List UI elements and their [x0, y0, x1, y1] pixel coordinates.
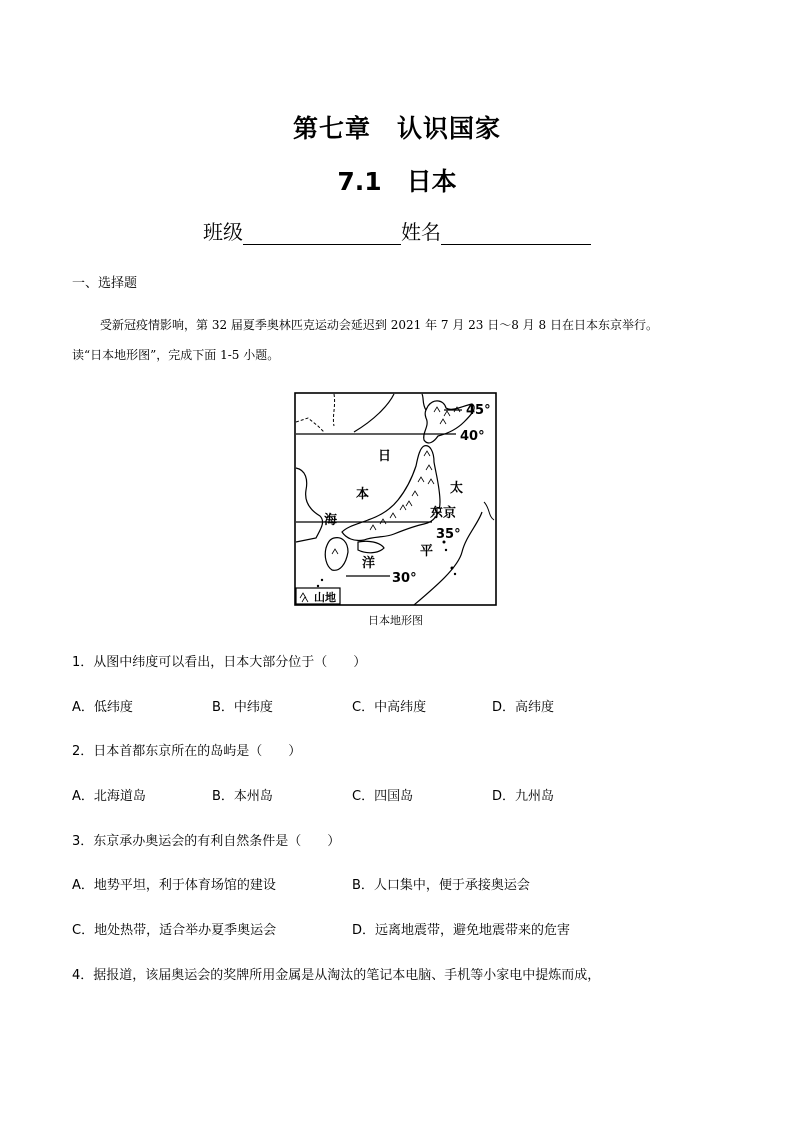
q3-option-c[interactable]: C．地处热带，适合举办夏季奥运会 — [72, 923, 277, 938]
q1-option-b[interactable]: B．中纬度 — [212, 700, 273, 715]
class-blank[interactable] — [243, 224, 401, 245]
sea-label-ben: 本 — [356, 487, 370, 502]
question-2-stem: 2．日本首都东京所在的岛屿是（ ） — [72, 744, 302, 759]
section-heading: 一、选择题 — [72, 276, 138, 291]
question-4-stem: 4．据报道，该届奥运会的奖牌所用金属是从淘汰的笔记本电脑、手机等小家电中提炼而成， — [72, 968, 601, 983]
ocean-label-ping: 平 — [420, 544, 434, 559]
intro-line-2: 读“日本地形图”，完成下面 1-5 小题。 — [72, 348, 280, 362]
lat-35-label: 35° — [436, 527, 461, 542]
tokyo-label: 东京 — [430, 506, 457, 521]
q1-option-c[interactable]: C．中高纬度 — [352, 700, 427, 715]
sea-label-ri: 日 — [378, 449, 392, 464]
legend-mountain-label: 山地 — [314, 591, 336, 604]
lat-40-label: 40° — [460, 429, 485, 444]
lesson-title: 7.1 日本 — [337, 167, 457, 196]
lat-30-label: 30° — [392, 571, 417, 586]
question-3-stem: 3．东京承办奥运会的有利自然条件是（ ） — [72, 834, 341, 849]
q2-option-a[interactable]: A．北海道岛 — [72, 789, 146, 804]
chapter-title: 第七章 认识国家 — [292, 114, 501, 143]
q2-option-c[interactable]: C．四国岛 — [352, 789, 414, 804]
question-1-stem: 1．从图中纬度可以看出，日本大部分位于（ ） — [72, 655, 367, 670]
name-blank[interactable] — [441, 224, 591, 245]
q2-option-b[interactable]: B．本州岛 — [212, 789, 273, 804]
q2-option-d[interactable]: D．九州岛 — [492, 789, 555, 804]
student-info-row — [0, 216, 794, 245]
lat-45-label: 45° — [466, 403, 491, 418]
ocean-label-yang: 洋 — [362, 556, 376, 571]
intro-line-1: 受新冠疫情影响，第 32 届夏季奥林匹克运动会延迟到 2021 年 7 月 23 日～8 月 8 日在日本东京举行。 — [100, 318, 658, 332]
ocean-label-tai: 太 — [450, 481, 464, 496]
q3-option-d[interactable]: D．远离地震带，避免地震带来的危害 — [352, 923, 571, 938]
q3-option-a[interactable]: A．地势平坦，利于体育场馆的建设 — [72, 878, 276, 893]
map-caption: 日本地形图 — [368, 614, 423, 627]
q1-option-d[interactable]: D．高纬度 — [492, 700, 555, 715]
q1-option-a[interactable]: A．低纬度 — [72, 700, 133, 715]
sea-label-hai: 海 — [324, 513, 338, 528]
name-label: 姓名 — [401, 220, 441, 244]
class-label: 班级 — [203, 220, 243, 244]
q3-option-b[interactable]: B．人口集中，便于承接奥运会 — [352, 878, 530, 893]
japan-terrain-map — [294, 392, 497, 606]
